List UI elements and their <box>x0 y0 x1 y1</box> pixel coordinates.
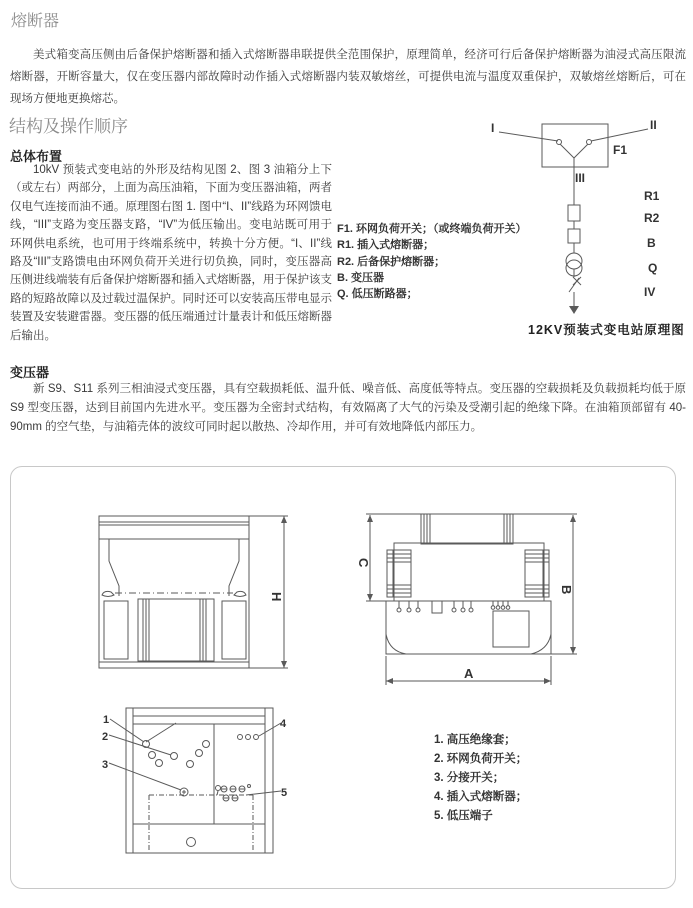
dashed-panel <box>149 795 253 851</box>
corner-arc-left <box>386 634 406 654</box>
structure-heading: 结构及操作顺序 <box>9 117 128 136</box>
legend-item-f1: F1. 环网负荷开关；（或终端负荷开关） <box>337 223 527 235</box>
switch-f1-label: F1 <box>613 143 628 157</box>
ribbed-panel-right <box>525 550 549 597</box>
fuse-r2-symbol <box>568 229 580 243</box>
load-switch-box <box>542 124 608 167</box>
circuit-legend <box>337 221 526 302</box>
ribbed-panel-left <box>387 550 411 597</box>
feeder-lines <box>499 129 648 141</box>
hv-chamber <box>394 543 544 601</box>
side-view-drawing <box>356 501 586 691</box>
arrow-down-icon <box>569 306 579 314</box>
topview-outline <box>126 708 273 853</box>
part-item-3: 3. 分接开关； <box>434 772 505 784</box>
fuse-r2-label: R2 <box>644 211 660 225</box>
fuse-r1-symbol <box>568 205 580 221</box>
callout-leaders <box>109 719 281 795</box>
fuse-heading: 熔断器 <box>11 13 60 30</box>
fuse-wells <box>238 735 259 740</box>
dimension-b <box>513 514 577 654</box>
side-panel-right <box>222 601 246 659</box>
figure-container <box>10 466 676 889</box>
top-view-drawing <box>96 701 296 861</box>
callout-3: 3 <box>102 759 109 771</box>
tank-neck-right <box>229 539 239 596</box>
fuse-r1-label: R1 <box>644 189 660 203</box>
hv-bushings <box>143 741 210 768</box>
lifting-lug-left <box>102 591 114 596</box>
part-item-1: 1. 高压绝缘套； <box>434 734 516 746</box>
terminal-i-label: I <box>491 121 495 135</box>
side-panel-left <box>104 601 128 659</box>
load-switch-contacts <box>557 140 592 159</box>
terminal-ii-label: II <box>650 118 657 132</box>
dimension-a <box>386 656 551 685</box>
circuit-caption: 12KV预装式变电站原理图 <box>528 323 685 337</box>
legend-item-q: Q. 低压断路器； <box>337 288 418 301</box>
transformer-paragraph: 新 S9、S11 系列三相油浸式变压器，具有空载损耗低、温升低、噪音低、高度低等特点。变压器的空载损耗及负载损耗均低于原 S9 型变压器，达到目前国内先进水平。变压器为全密封式结构，有效隔离了大气的污染及受潮引起的绝缘下降。在油箱顶部留有 40-90mm 的空气垫，与油箱壳体的波纹可同时起以散热、冷却作用，并可有效地降低内部压力。 <box>10 383 686 433</box>
callout-4: 4 <box>280 718 287 730</box>
part-item-5: 5. 低压端子 <box>434 810 493 822</box>
corner-arc-right <box>531 634 551 654</box>
lv-terminals <box>216 785 251 802</box>
front-view-drawing <box>89 505 299 680</box>
legend-item-r2: R2. 后备保护熔断器； <box>337 255 446 268</box>
callout-2: 2 <box>102 731 109 743</box>
layout-paragraph: 10kV 预装式变电站的外形及结构见图 2、图 3 油箱分上下（或左右）两部分，上面为高压油箱，下面为变压器油箱，两者仅电气连接而油不通。原理图右图 1. 图中“I、II”线路为环网馈电线，“III”支路为变压器支路，“IV”为低压输出。变电站既可用于环网供电系统，也可用于终端系统中，转换十分方便。“I、II”线路及“III”支路馈电由环网负荷开关进行切负换，同时，变压器高压侧进线端装有后备保护熔断器和插入式熔断器，用于保护该支路的短路故障以及过载过温保护。同时还可以安装高压带电显示装置及安装避雷器。变压器的低压端通过计量表计和低压熔断器后输出。 <box>10 164 332 342</box>
terminal-iii-label: III <box>575 171 586 185</box>
breaker-symbol <box>569 277 581 306</box>
drain-valve <box>187 838 196 847</box>
lv-panel <box>493 611 529 647</box>
dim-a-label: A <box>464 666 474 681</box>
tank-neck-left <box>109 539 119 596</box>
top-cover <box>421 514 513 544</box>
transformer-subheading: 变压器 <box>10 365 50 380</box>
dim-c-label: C <box>356 558 371 568</box>
lifting-lug-right <box>234 591 246 596</box>
legend-item-r1: R1. 插入式熔断器； <box>337 239 435 252</box>
legend-item-b: B. 变压器 <box>337 271 385 284</box>
part-item-4: 4. 插入式熔断器； <box>434 791 528 803</box>
fuse-paragraph: 美式箱变高压侧由后备保护熔断器和插入式熔断器串联提供全范围保护，原理简单，经济可行后备保护熔断器为油浸式高压限流熔断器，开断容量大，仅在变压器内部故障时动作插入式熔断器内装双敏熔丝，可提供电流与温度双重保护，双敏熔丝熔断后，可在现场方便地更换熔芯。 <box>10 49 686 105</box>
dim-b-label: B <box>559 585 574 595</box>
callout-1: 1 <box>103 714 110 726</box>
parts-list <box>434 731 527 826</box>
terminal-iv-label: IV <box>644 285 656 299</box>
dimension-h <box>249 516 288 668</box>
dim-h-label: H <box>269 592 284 602</box>
layout-subheading: 总体布置 <box>10 149 63 164</box>
breaker-q-label: Q <box>648 261 658 275</box>
part-item-2: 2. 环网负荷开关； <box>434 753 528 765</box>
transformer-b-label: B <box>647 236 656 250</box>
callout-5: 5 <box>281 787 288 799</box>
